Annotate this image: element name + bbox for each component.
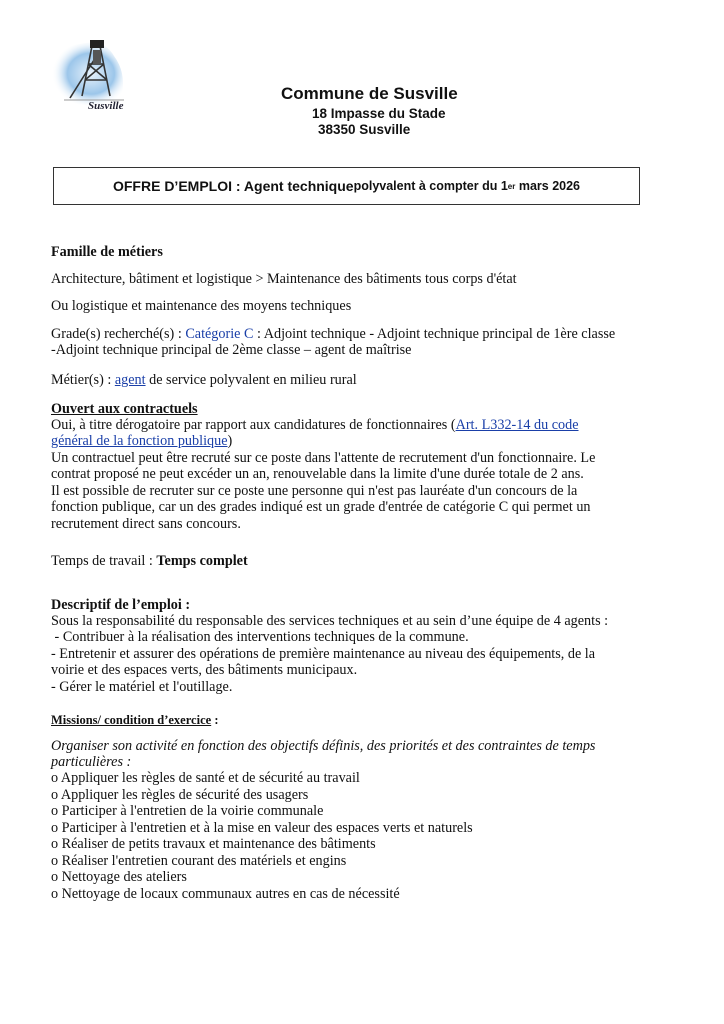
job-offer-title-box [53,167,640,205]
contractuels-para-line: Il est possible de recruter sur ce poste une personne qui n'est pas lauréate d'un concours de la [51,483,578,499]
article-link-part1[interactable]: Art. L332-14 du code [455,417,579,433]
grades-line-2: -Adjoint technique principal de 2ème classe – agent de maîtrise [51,342,412,358]
temps-value: Temps complet [156,553,248,569]
famille-heading: Famille de métiers [51,244,163,260]
contractuels-para-line: contrat proposé ne peut excéder un an, renouvelable dans la limite d'une durée totale de 2 ans. [51,466,584,482]
metier-line [51,372,357,388]
contractuels-paren: ) [227,433,233,449]
missions-intro-line-1: Organiser son activité en fonction des objectifs définis, des priorités et des contraintes de temps [51,738,596,754]
descriptif-line: - Gérer le matériel et l'outillage. [51,679,233,695]
logo-text: Susville [88,100,124,112]
commune-logo [44,24,136,124]
descriptif-line: - Contribuer à la réalisation des interventions techniques de la commune. [51,629,469,645]
grades-line-1 [51,326,615,342]
mission-item: o Appliquer les règles de sécurité des usagers [51,787,309,803]
mission-item: o Participer à l'entretien de la voirie communale [51,803,324,819]
offer-subtitle-sup: er [507,181,516,191]
descriptif-line: - Entretenir et assurer des opérations de première maintenance au niveau des équipements, de la [51,646,596,662]
mission-item: o Participer à l'entretien et à la mise en valeur des espaces verts et naturels [51,820,473,836]
descriptif-line: Sous la responsabilité du responsable des services techniques et au sein d’une équipe de 4 agents : [51,613,609,629]
temps-line [51,553,248,569]
contractuels-para-line: fonction publique, car un des grades indiqué est un grade d'entrée de catégorie C qui permet un [51,499,591,515]
contractuels-para-line: Un contractuel peut être recruté sur ce poste dans l'attente de recrutement d'un fonctionnaire. Le [51,450,596,466]
mission-item: o Appliquer les règles de santé et de sécurité au travail [51,770,360,786]
offer-subtitle-b: mars 2026 [515,179,580,193]
temps-label: Temps de travail : [51,553,157,569]
descriptif-line: voirie et des espaces verts, des bâtiments municipaux. [51,662,358,678]
missions-heading: Missions/ condition d’exercice [51,713,212,727]
commune-name: Commune de Susville [281,84,458,103]
metier-agent-link[interactable]: agent [114,372,146,388]
grades-label: Grade(s) recherché(s) : [51,326,186,342]
mission-item: o Réaliser l'entretien courant des matériels et engins [51,853,347,869]
famille-line-2: Ou logistique et maintenance des moyens techniques [51,298,352,314]
article-link-part2[interactable]: général de la fonction publique [51,433,228,449]
mission-item: o Réaliser de petits travaux et maintenance des bâtiments [51,836,376,852]
missions-heading-colon: : [211,713,219,727]
contractuels-heading: Ouvert aux contractuels [51,401,198,417]
mission-item: o Nettoyage de locaux communaux autres en cas de nécessité [51,886,400,902]
famille-line-1: Architecture, bâtiment et logistique > Maintenance des bâtiments tous corps d'état [51,271,517,287]
descriptif-heading: Descriptif de l’emploi : [51,597,191,613]
metier-label: Métier(s) : [51,372,115,388]
offer-subtitle-a: polyvalent à compter du 1 [353,179,508,193]
missions-intro-line-2: particulières : [51,754,132,770]
address-street: 18 Impasse du Stade [312,106,446,121]
mission-item: o Nettoyage des ateliers [51,869,187,885]
contractuels-text: Oui, à titre dérogatoire par rapport aux candidatures de fonctionnaires ( [51,417,456,433]
contractuels-line-2 [51,433,232,449]
contractuels-line-1 [51,417,579,433]
missions-heading-line [51,712,218,728]
metier-rest: de service polyvalent en milieu rural [145,372,357,388]
grades-category: Catégorie C [185,326,254,342]
contractuels-para-line: recrutement direct sans concours. [51,516,241,532]
offer-title: OFFRE D’EMPLOI : Agent technique [112,178,354,194]
grades-rest: : Adjoint technique - Adjoint technique principal de 1ère classe [253,326,616,342]
address-city: 38350 Susville [318,122,411,137]
